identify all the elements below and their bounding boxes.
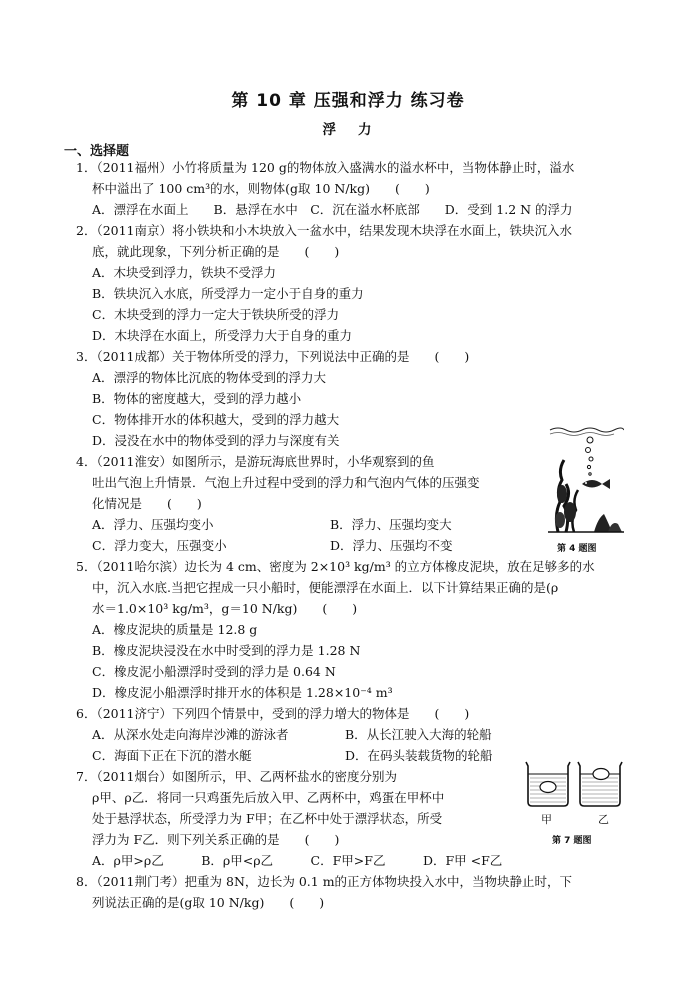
q5-line-1: 5．（2011哈尔滨）边长为 4 cm、密度为 2×10³ kg/m³ 的立方体橡皮泥块，放在足够多的水 — [76, 559, 595, 574]
q3-line-1: 3．（2011成都）关于物体所受的浮力，下列说法中正确的是 ( ) — [76, 349, 470, 364]
q7-beakers-figure — [522, 758, 626, 810]
q7-line-2: ρ甲、ρ乙．将同一只鸡蛋先后放入甲、乙两杯中，鸡蛋在甲杯中 — [92, 790, 445, 805]
beaker-jia-label: 甲 — [541, 813, 552, 826]
q3-option-c: C．物体排开水的体积越大，受到的浮力越大 — [92, 412, 340, 427]
q5-line-2: 中，沉入水底.当把它捏成一只小船时，便能漂浮在水面上．以下计算结果正确的是(ρ — [92, 580, 559, 595]
q7-options: A．ρ甲>ρ乙 B．ρ甲<ρ乙 C．F甲>F乙 D．F甲 <F乙 — [92, 853, 503, 868]
q4-option-a: A．浮力、压强均变小 — [92, 517, 214, 532]
q1-options: A．漂浮在水面上 B．悬浮在水中 C．沉在溢水杯底部 D．受到 1.2 N 的浮力 — [92, 202, 573, 217]
q1-line-2: 杯中溢出了 100 cm³的水，则物体(g取 10 N/kg) ( ) — [92, 181, 430, 196]
section-heading: 一、选择题 — [64, 144, 130, 159]
q6-option-c: C．海面下正在下沉的潜水艇 — [92, 748, 252, 763]
q6-line-1: 6．（2011济宁）下列四个情景中，受到的浮力增大的物体是 ( ) — [76, 706, 470, 721]
q3-option-d: D．浸没在水中的物体受到的浮力与深度有关 — [92, 433, 340, 448]
q5-option-a: A．橡皮泥块的质量是 12.8 g — [92, 622, 258, 637]
q6-option-b: B．从长江驶入大海的轮船 — [345, 727, 492, 742]
q4-option-d: D．浮力、压强均不变 — [330, 538, 453, 553]
q7-line-4: 浮力为 F乙．则下列关系正确的是 ( ) — [92, 832, 340, 847]
q5-option-d: D．橡皮泥小船漂浮时排开水的体积是 1.28×10⁻⁴ m³ — [92, 685, 393, 700]
q6-option-a: A．从深水处走向海岸沙滩的游泳者 — [92, 727, 289, 742]
q2-option-d: D．木块浮在水面上，所受浮力大于自身的重力 — [92, 328, 353, 343]
q2-option-b: B．铁块沉入水底，所受浮力一定小于自身的重力 — [92, 286, 364, 301]
q4-option-b: B．浮力、压强均变大 — [330, 517, 452, 532]
q5-line-3: 水＝1.0×10³ kg/m³，g＝10 N/kg) ( ) — [92, 601, 358, 616]
q5-option-c: C．橡皮泥小船漂浮时受到的浮力是 0.64 N — [92, 664, 336, 679]
beaker-yi-label: 乙 — [598, 813, 609, 826]
q4-line-3: 化情况是 ( ) — [92, 496, 202, 511]
q2-option-a: A．木块受到浮力，铁块不受浮力 — [92, 265, 277, 280]
q4-line-2: 吐出气泡上升情景．气泡上升过程中受到的浮力和气泡内气体的压强变 — [92, 475, 480, 490]
q7-line-3: 处于悬浮状态，所受浮力为 F甲；在乙杯中处于漂浮状态，所受 — [92, 811, 443, 826]
q4-option-c: C．浮力变大，压强变小 — [92, 538, 227, 553]
q8-line-1: 8．（2011荆门考）把重为 8N，边长为 0.1 m的正方体物块投入水中，当物块静止时，下 — [76, 874, 573, 889]
q1-line-1: 1．（2011福州）小竹将质量为 120 g的物体放入盛满水的溢水杯中，当物体静止时，溢水 — [76, 160, 575, 175]
q5-option-b: B．橡皮泥块浸没在水中时受到的浮力是 1.28 N — [92, 643, 361, 658]
q2-option-c: C．木块受到的浮力一定大于铁块所受的浮力 — [92, 307, 340, 322]
subtitle: 浮力 — [322, 122, 394, 138]
q4-figure-caption: 第 4 题图 — [557, 544, 597, 554]
q3-option-a: A．漂浮的物体比沉底的物体受到的浮力大 — [92, 370, 327, 385]
q6-option-d: D．在码头装载货物的轮船 — [345, 748, 493, 763]
q4-line-1: 4．（2011淮安）如图所示，是游玩海底世界时，小华观察到的鱼 — [76, 454, 435, 469]
q7-line-1: 7．（2011烟台）如图所示，甲、乙两杯盐水的密度分别为 — [76, 769, 398, 784]
q8-line-2: 列说法正确的是(g取 10 N/kg) ( ) — [92, 895, 325, 910]
q2-line-1: 2．（2011南京）将小铁块和小木块放入一盆水中，结果发现木块浮在水面上，铁块沉入水 — [76, 223, 573, 238]
q2-line-2: 底，就此现象，下列分析正确的是 ( ) — [92, 244, 340, 259]
chapter-title: 第 10 章 压强和浮力 练习卷 — [231, 91, 465, 111]
q4-figure-image — [548, 424, 624, 534]
q3-option-b: B．物体的密度越大，受到的浮力越小 — [92, 391, 302, 406]
q7-figure-caption: 第 7 题图 — [552, 836, 592, 846]
